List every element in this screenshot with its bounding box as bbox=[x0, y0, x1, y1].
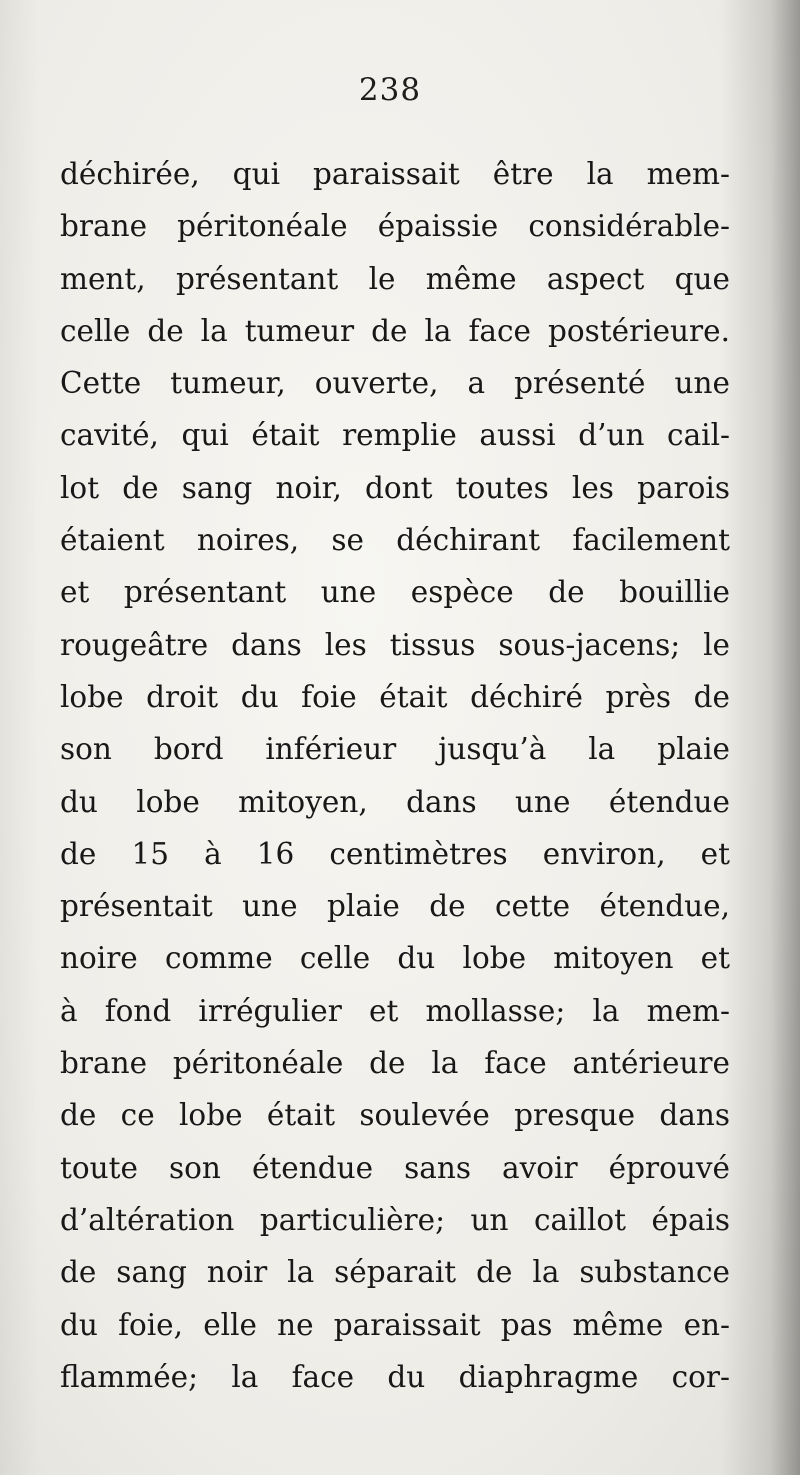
text-line: lot de sang noir, dont toutes les parois bbox=[60, 470, 730, 505]
text-line: brane péritonéale de la face antérieure bbox=[60, 1046, 730, 1081]
text-line: présentait une plaie de cette étendue, bbox=[60, 889, 730, 924]
body-text bbox=[60, 148, 730, 1403]
text-line: Cette tumeur, ouverte, a présenté une bbox=[60, 366, 730, 401]
text-line: déchirée, qui paraissait être la mem- bbox=[60, 157, 730, 191]
text-line: de sang noir la séparait de la substance bbox=[60, 1255, 730, 1290]
text-line: du lobe mitoyen, dans une étendue bbox=[60, 784, 730, 819]
text-line: et présentant une espèce de bouillie bbox=[60, 575, 730, 610]
page-number: 238 bbox=[358, 72, 422, 108]
text-line: cavité, qui était remplie aussi d’un cail- bbox=[60, 418, 730, 453]
text-line: son bord inférieur jusqu’à la plaie bbox=[60, 732, 730, 767]
text-line: d’altération particulière; un caillot épais bbox=[60, 1202, 730, 1237]
text-line: de 15 à 16 centimètres environ, et bbox=[60, 836, 730, 871]
text-line: rougeâtre dans les tissus sous-jacens; le bbox=[60, 627, 730, 662]
text-line: toute son étendue sans avoir éprouvé bbox=[60, 1150, 730, 1185]
text-line: flammée; la face du diaphragme cor- bbox=[60, 1359, 730, 1394]
text-line: du foie, elle ne paraissait pas même en- bbox=[60, 1307, 730, 1342]
text-line: lobe droit du foie était déchiré près de bbox=[60, 679, 730, 714]
text-line: celle de la tumeur de la face postérieure. bbox=[60, 313, 730, 348]
text-line: noire comme celle du lobe mitoyen et bbox=[60, 941, 730, 976]
text-line: brane péritonéale épaissie considérable- bbox=[60, 209, 730, 244]
text-line: de ce lobe était soulevée presque dans bbox=[60, 1098, 730, 1133]
text-line: à fond irrégulier et mollasse; la mem- bbox=[60, 993, 730, 1028]
text-line: étaient noires, se déchirant facilement bbox=[60, 523, 730, 558]
text-line: ment, présentant le même aspect que bbox=[60, 261, 730, 296]
